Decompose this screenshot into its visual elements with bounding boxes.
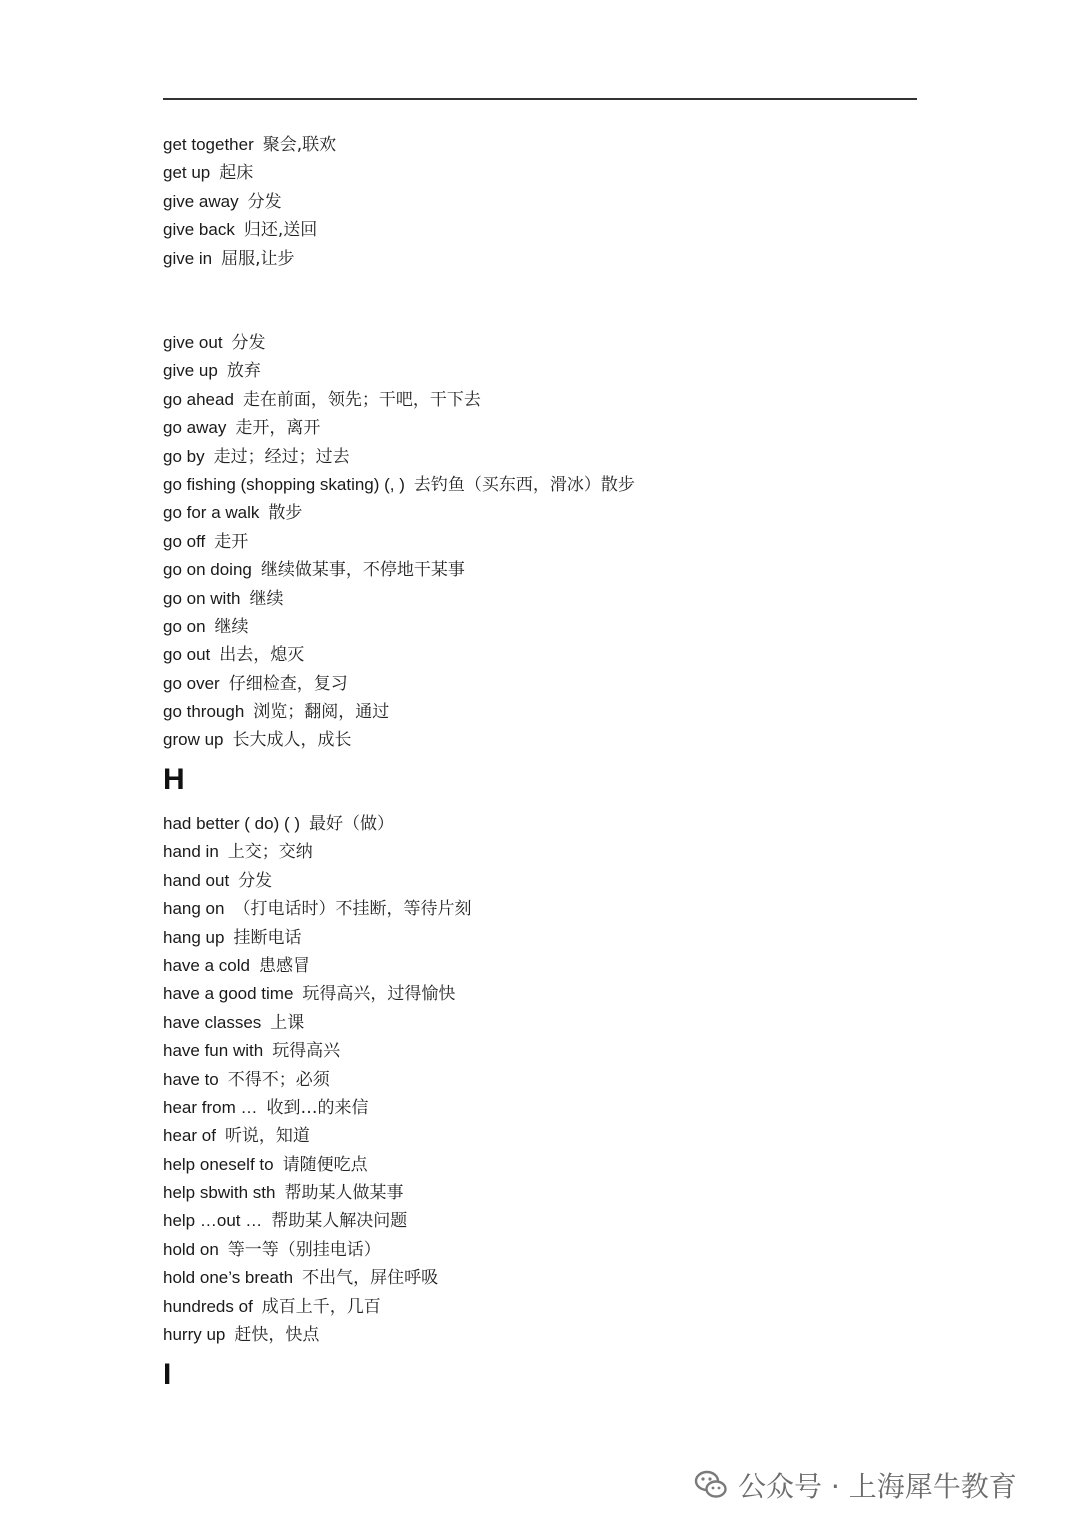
section-heading-h: H [163,763,185,796]
watermark [694,1465,1017,1505]
phrase-en: have a good time [163,984,294,1004]
phrase-en: give out [163,333,223,352]
phrase-zh: 起床 [219,163,254,184]
phrase-zh: 仔细检查，复习 [228,673,348,694]
phrase-en: hear of [163,1126,216,1146]
list-item [163,1151,471,1179]
phrase-list-g2 [163,329,635,755]
phrase-en: have fun with [163,1041,264,1061]
phrase-zh: 不得不；必须 [227,1069,330,1090]
phrase-en: hand out [163,870,230,890]
phrase-en: hang up [163,927,225,947]
list-item [163,414,635,442]
phrase-en: give away [163,191,239,211]
phrase-en: go by [163,446,205,466]
list-item [163,1037,471,1065]
phrase-en: had better ( do) ( ) [163,814,301,833]
list-item [163,357,635,385]
list-item [163,585,635,613]
phrase-en: hang on [163,899,225,919]
phrase-en: grow up [163,730,224,750]
list-item [163,1094,471,1122]
list-item [163,726,635,754]
phrase-en: hand in [163,842,219,862]
phrase-zh: 继续 [214,616,249,637]
list-item [163,1207,471,1235]
phrase-zh: 挂断电话 [233,927,302,948]
list-item [163,1321,471,1349]
phrase-en: give back [163,220,235,240]
list-item [163,641,635,669]
watermark-text: 公众号 · 上海犀牛教育 [738,1470,1017,1503]
phrase-zh: 不出气，屏住呼吸 [302,1268,439,1289]
phrase-en: go out [163,645,211,665]
phrase-zh: 继续做某事，不停地干某事 [260,560,465,581]
list-item [163,131,336,159]
phrase-zh: 浏览；翻阅，通过 [253,702,390,723]
list-item [163,1066,471,1094]
list-item [163,159,336,187]
phrase-list-g1 [163,131,336,273]
phrase-zh: 玩得高兴 [272,1041,341,1062]
phrase-en: go over [163,673,220,693]
phrase-zh: 听说，知道 [224,1126,310,1147]
phrase-zh: 上课 [270,1012,305,1033]
phrase-zh: 帮助某人做某事 [284,1183,404,1204]
phrase-en: go through [163,702,245,722]
phrase-zh: 去钓鱼（买东西，滑冰）散步 [413,474,635,495]
phrase-zh: 成百上千，几百 [261,1296,381,1317]
phrase-en: go on with [163,588,241,608]
phrase-zh: 散步 [268,503,303,524]
list-item [163,670,635,698]
phrase-zh: 赶快，快点 [234,1325,320,1346]
phrase-en: hundreds of [163,1296,253,1316]
phrase-zh: 放弃 [226,361,261,382]
phrase-zh: 上交；交纳 [227,842,313,863]
phrase-en: help oneself to [163,1154,274,1174]
phrase-en: go fishing (shopping skating) (, ) [163,474,405,494]
phrase-zh: 患感冒 [258,955,310,976]
list-item [163,216,336,244]
top-rule [163,98,917,100]
wechat-icon [694,1468,728,1502]
phrase-zh: 聚会,联欢 [262,135,337,155]
phrase-zh: 屈服,让步 [221,248,295,269]
phrase-en: have classes [163,1012,262,1032]
phrase-en: hurry up [163,1325,226,1345]
phrase-en: go on [163,616,206,636]
list-item [163,895,471,923]
list-item [163,1179,471,1207]
phrase-en: help …out … [163,1211,263,1231]
phrase-en: hold on [163,1239,219,1259]
phrase-zh: 最好（做） [309,814,395,834]
phrase-en: go off [163,531,206,551]
list-item [163,528,635,556]
phrase-list-h [163,810,471,1349]
list-item [163,980,471,1008]
phrase-en: go on doing [163,560,252,580]
list-item [163,924,471,952]
list-item [163,1009,471,1037]
list-item [163,471,635,499]
phrase-en: have a cold [163,955,250,975]
phrase-zh: 走过；经过；过去 [213,446,350,467]
list-item [163,838,471,866]
list-item [163,443,635,471]
phrase-zh: 分发 [238,870,273,891]
phrase-en: go away [163,418,227,438]
list-item [163,1293,471,1321]
phrase-en: get up [163,163,211,183]
list-item [163,698,635,726]
phrase-zh: 归还,送回 [243,220,318,241]
phrase-en: hold one’s breath [163,1268,294,1288]
phrase-zh: 分发 [247,191,282,212]
list-item [163,245,336,273]
phrase-zh: （打电话时）不挂断，等待片刻 [233,899,472,920]
list-item [163,867,471,895]
list-item [163,613,635,641]
list-item [163,1236,471,1264]
phrase-zh: 出去，熄灭 [219,645,305,666]
phrase-en: get together [163,135,254,154]
phrase-en: go ahead [163,389,234,409]
section-heading-i: I [163,1358,172,1391]
phrase-zh: 走开，离开 [235,418,321,439]
phrase-zh: 长大成人，成长 [232,730,352,751]
list-item [163,1122,471,1150]
list-item [163,1264,471,1292]
phrase-en: help sbwith sth [163,1183,276,1203]
list-item [163,952,471,980]
phrase-zh: 分发 [231,333,266,353]
phrase-zh: 请随便吃点 [282,1154,368,1175]
phrase-zh: 玩得高兴，过得愉快 [302,984,456,1005]
phrase-en: give up [163,361,218,381]
list-item [163,556,635,584]
phrase-zh: 收到…的来信 [266,1097,369,1118]
list-item [163,499,635,527]
list-item [163,386,635,414]
list-item [163,188,336,216]
phrase-zh: 继续 [249,588,284,609]
list-item [163,329,635,357]
phrase-en: go for a walk [163,503,260,523]
phrase-zh: 等一等（别挂电话） [227,1239,381,1260]
list-item [163,810,471,838]
phrase-zh: 走在前面，领先；干吧，干下去 [242,389,481,410]
phrase-en: have to [163,1069,219,1089]
phrase-zh: 走开 [214,531,249,552]
phrase-en: give in [163,248,213,268]
phrase-en: hear from … [163,1097,258,1117]
phrase-zh: 帮助某人解决问题 [271,1211,408,1232]
